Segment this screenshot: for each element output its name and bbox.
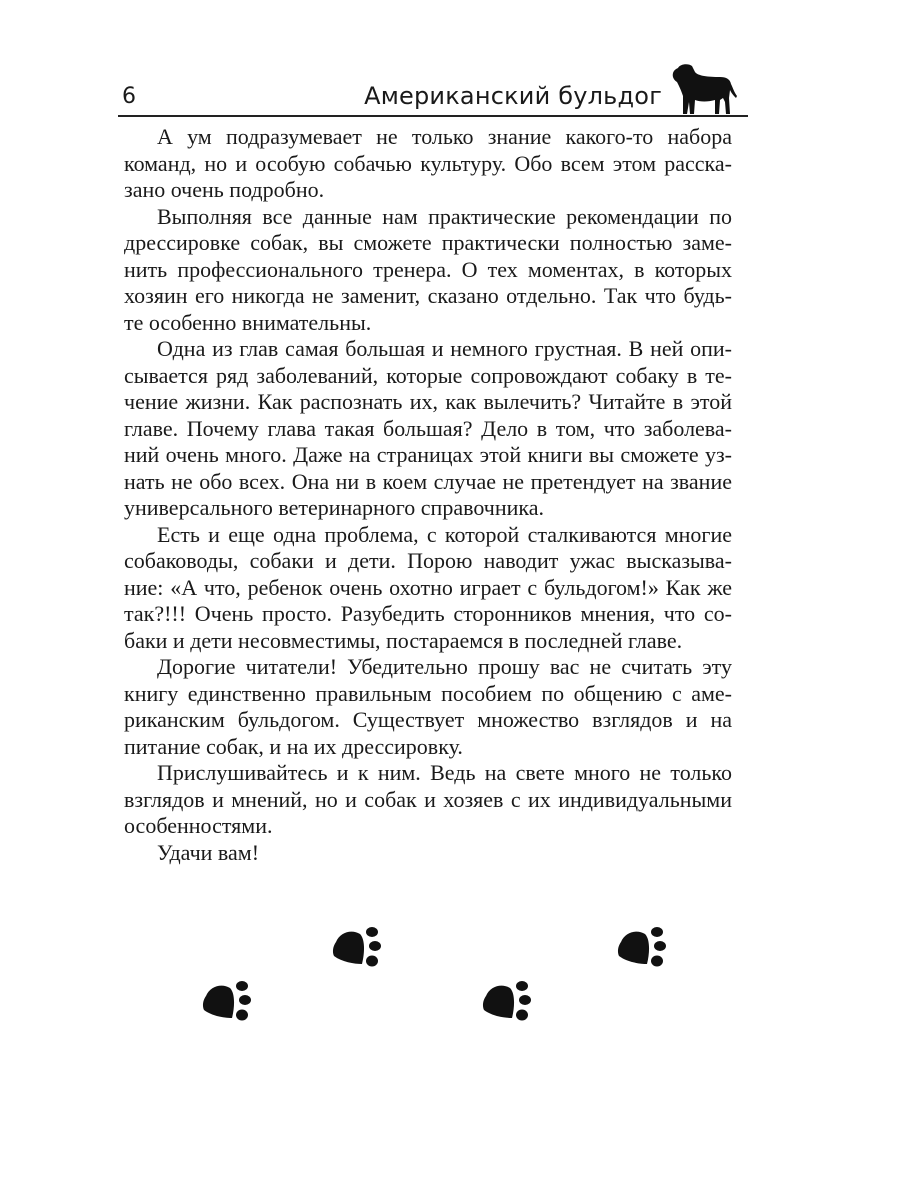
text-line: хозяин его никогда не заменит, сказано отдельно. Так что будь-	[124, 283, 732, 308]
text-line: Одна из глав самая большая и немного грустная. В ней опи-	[157, 336, 732, 361]
paragraph	[124, 204, 732, 337]
paragraph	[124, 522, 732, 655]
text-line: Прислушивайтесь и к ним. Ведь на свете много не только	[157, 760, 732, 785]
text-line: дрессировке собак, вы сможете практически полностью заме-	[124, 230, 732, 255]
text-line: Выполняя все данные нам практические рекомендации по	[157, 203, 732, 229]
paragraph	[124, 124, 732, 204]
text-line: А ум подразумевает не только знание какого-то набора	[157, 124, 732, 149]
text-line: команд, но и особую собачью культуру. Обо всем этом расска-	[124, 150, 732, 176]
text-line: собаководы, собаки и дети. Порою наводит ужас высказыва-	[124, 548, 732, 573]
text-line: так?!!! Очень просто. Разубедить сторонников мнения, что со-	[124, 601, 732, 626]
text-line: взглядов и мнений, но и собак и хозяев с их индивидуальными	[124, 786, 732, 812]
text-line: ние: «А что, ребенок очень охотно играет с бульдогом!» Как же	[124, 574, 732, 600]
text-line: книгу единственно правильным пособием по общению с аме-	[124, 680, 732, 706]
paw-print-icon	[615, 924, 671, 970]
text-line: главе. Почему глава такая большая? Дело в том, что заболева-	[124, 415, 732, 441]
text-line: универсального ветеринарного справочника.	[124, 495, 544, 520]
text-line: нить профессионального тренера. О тех моментах, в которых	[124, 256, 732, 282]
page-number: 6	[122, 84, 136, 109]
dog-silhouette-icon	[668, 62, 738, 118]
text-line: баки и дети несовместимы, постараемся в последней главе.	[124, 627, 683, 653]
paw-print-icon	[480, 978, 536, 1024]
paragraph	[124, 654, 732, 760]
text-line: чение жизни. Как распознать их, как вылечить? Читайте в этой	[124, 389, 732, 414]
text-line: ний очень много. Даже на страницах этой книги вы сможете уз-	[124, 442, 732, 467]
text-line: особенностями.	[124, 813, 273, 838]
text-line: зано очень подробно.	[124, 177, 325, 202]
paw-print-icon	[330, 924, 386, 970]
text-line: питание собак, и на их дрессировку.	[124, 733, 463, 759]
text-line: Дорогие читатели! Убедительно прошу вас не считать эту	[157, 654, 732, 679]
paragraph	[124, 336, 732, 522]
paw-print-icon	[200, 978, 256, 1024]
text-line: те особенно внимательны.	[124, 309, 372, 335]
text-line: сывается ряд заболеваний, которые сопровождают собаку в те-	[124, 362, 732, 388]
body-text	[124, 124, 732, 866]
header-rule	[118, 115, 748, 117]
paragraph	[124, 840, 732, 867]
paragraph	[124, 760, 732, 840]
text-line: риканским бульдогом. Существует множество взглядов и на	[124, 707, 732, 732]
text-line: нать не обо всех. Она ни в коем случае не претендует на звание	[124, 468, 732, 494]
running-title: Американский бульдог	[364, 82, 662, 110]
text-line: Удачи вам!	[157, 839, 260, 865]
text-line: Есть и еще одна проблема, с которой сталкиваются многие	[157, 521, 732, 547]
